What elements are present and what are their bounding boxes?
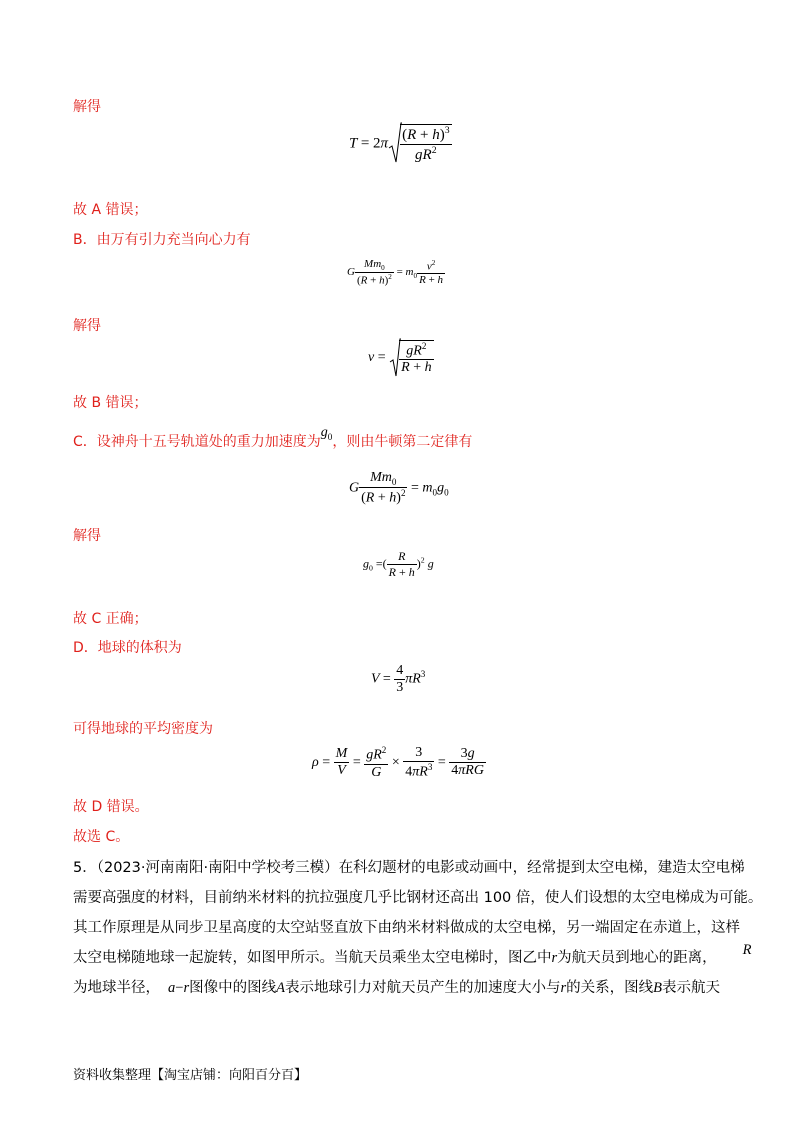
text-line: D．地球的体积为 — [73, 640, 182, 656]
text-line — [73, 425, 473, 457]
symbol-g0: $g_0$ — [320, 425, 333, 442]
text-fragment: 的关系，图线 — [566, 980, 654, 996]
paragraph-line: 其工作原理是从同步卫星高度的太空站竖直放下由纳米材料做成的太空电梯，另一端固定在赤道上，这样 — [73, 920, 740, 936]
paragraph-line: 需要高强度的材料，目前纳米材料的抗拉强度几乎比钢材还高出 100 倍，使人们设想的太空电梯成为可能。 — [73, 890, 763, 906]
symbol-R: R — [742, 942, 752, 958]
text-line: 故选 C。 — [73, 829, 130, 845]
text-fragment: 为航天员到地心的距离， — [557, 950, 717, 966]
text-line: 故 C 正确； — [73, 611, 148, 627]
text-line: B．由万有引力充当向心力有 — [73, 232, 251, 248]
paragraph-line — [73, 973, 733, 1003]
paragraph-line: 5．（2023·河南南阳·南阳中学校考三模）在科幻题材的电影或动画中，经常提到太空电梯，建造太空电梯 — [73, 860, 745, 876]
text-line: 解得 — [73, 318, 101, 334]
text-fragment: 表示地球引力对航天员产生的加速度大小与 — [284, 980, 561, 996]
text-line: 故 A 错误； — [73, 202, 148, 218]
equation-gravity-g0: G $\frac{Mm_0}{(R + h)^2}$ = $m_0g_0$ — [349, 470, 449, 506]
text-fragment: 太空电梯随地球一起旋转，如图甲所示。当航天员乘坐太空电梯时，图乙中 — [73, 950, 552, 966]
symbol-r: r — [551, 950, 558, 966]
symbol-r: r — [560, 980, 567, 996]
symbol-a-r: a−r — [168, 980, 190, 996]
question-5 — [73, 853, 763, 1003]
text-line: 解得 — [73, 99, 101, 115]
text-line: 故 D 错误。 — [73, 799, 149, 815]
text-fragment: 图像中的图线 — [189, 980, 277, 996]
text-line: 解得 — [73, 528, 101, 544]
symbol-B: B — [653, 980, 662, 996]
text-line: 故 B 错误； — [73, 395, 148, 411]
text-fragment: C．设神舟十五号轨道处的重力加速度为 — [73, 434, 321, 450]
equation-volume: V = $\frac{4}{3}$ $\pi R^3$ — [371, 663, 426, 695]
paragraph-line — [73, 942, 752, 973]
text-fragment: 为地球半径， — [73, 980, 160, 996]
equation-g0: $g_0$ =( $\frac{R}{R + h}$ )$^2$ g — [363, 549, 434, 579]
text-line: 可得地球的平均密度为 — [73, 721, 213, 737]
text-fragment: 表示航天 — [661, 980, 720, 996]
symbol-A: A — [276, 980, 285, 996]
text-fragment: ，则由牛顿第二定律有 — [332, 434, 473, 450]
footer-note: 资料收集整理【淘宝店铺：向阳百分百】 — [73, 1068, 308, 1083]
equation-period: T = 2π $\frac{(R + h)^3}{gR^2}$ — [349, 122, 452, 166]
equation-gravity-centripetal: G $\frac{Mm_0}{(R + h)^2}$ = $m_0$ $\frac{v^2}{R + h}$ — [347, 258, 444, 287]
equation-density: ρ = $\frac{M}{V}$ = $\frac{gR^2}{G}$ × $\frac{3}{4\pi R^3}$ = $\frac{3g}{\text{4πRG}}$ — [312, 745, 484, 780]
equation-velocity: v = $\frac{gR^2}{R + h}$ — [368, 338, 434, 378]
